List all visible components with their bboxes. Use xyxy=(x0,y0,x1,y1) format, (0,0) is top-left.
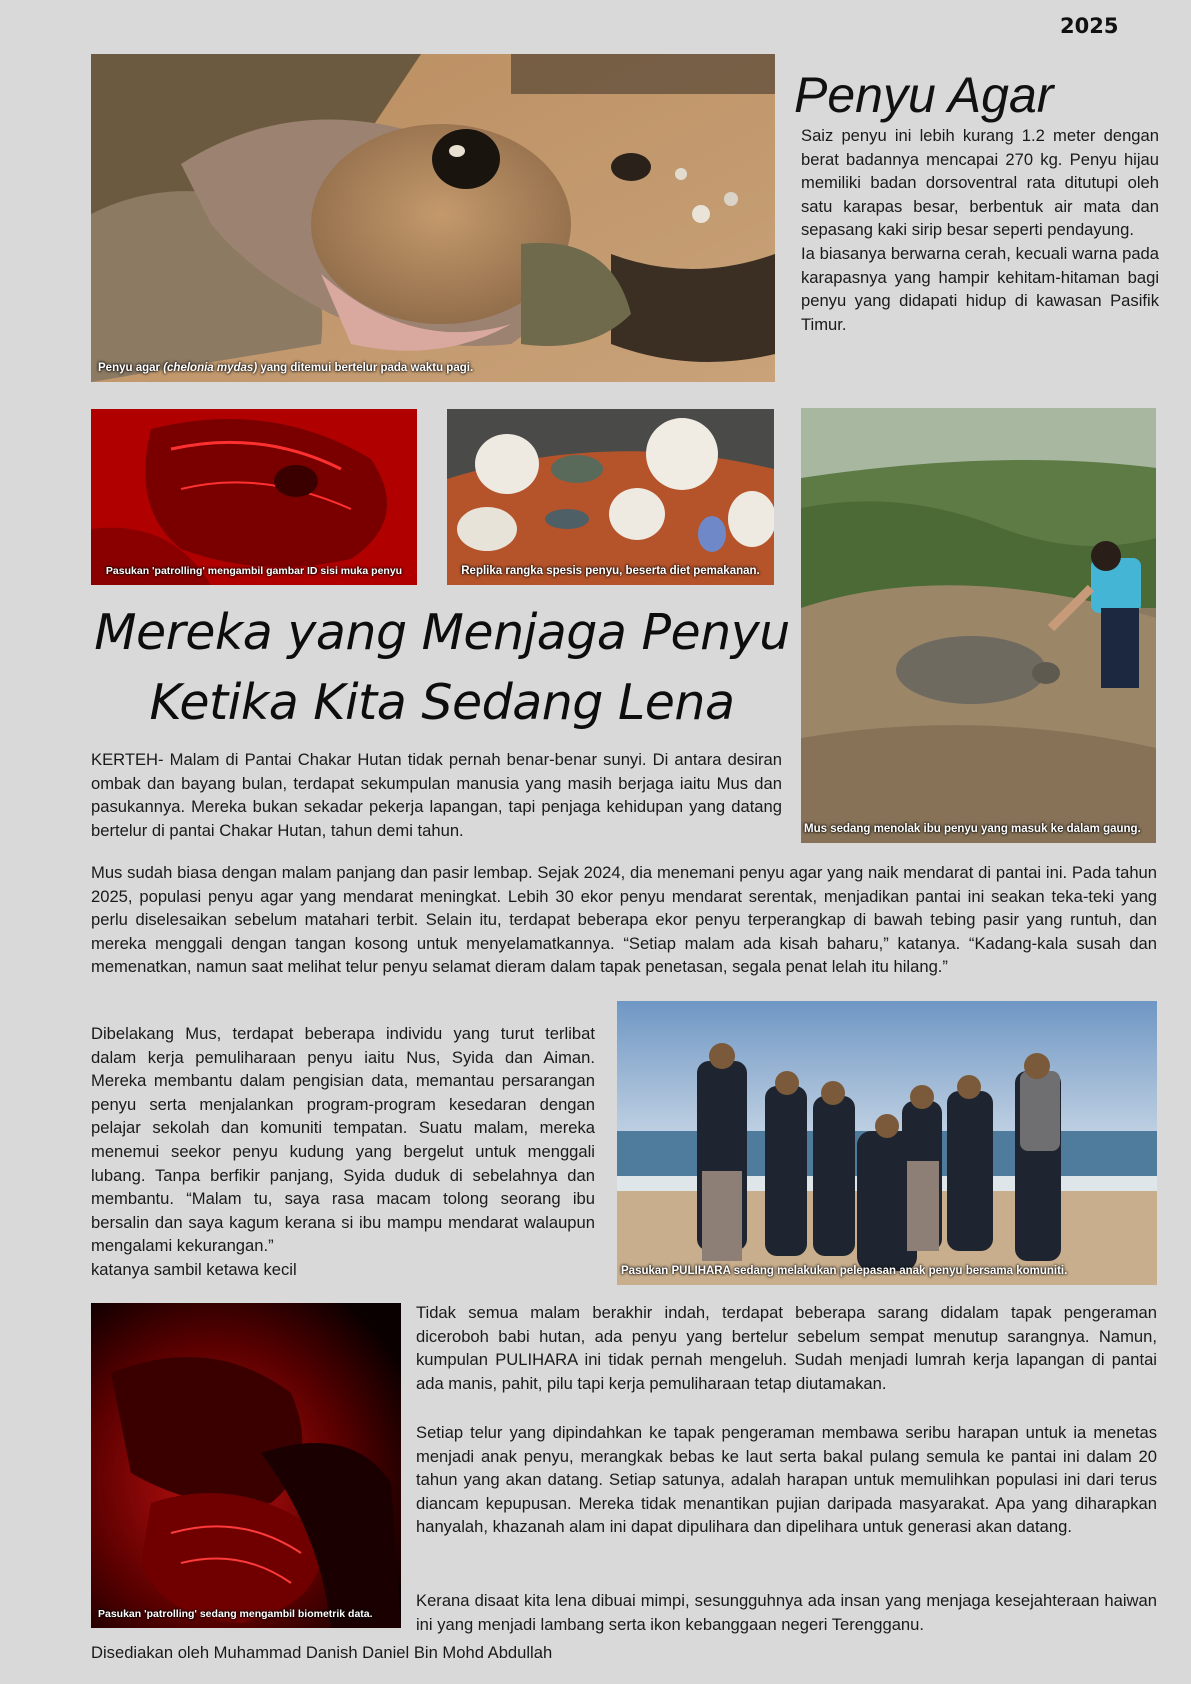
skull-display-illustration xyxy=(447,409,774,585)
team-beach-illustration xyxy=(617,1001,1157,1285)
mus-rescue-photo xyxy=(801,408,1156,843)
rescue-caption: Mus sedang menolak ibu penyu yang masuk ke dalam gaung. xyxy=(804,823,1141,835)
article-headline xyxy=(92,598,792,738)
sidebar-text xyxy=(801,124,1159,336)
turtle-skull-replica-photo xyxy=(447,409,774,585)
article-paragraph-2: Mus sudah biasa dengan malam panjang dan pasir lembap. Sejak 2024, dia menemani penyu agar yang naik mendarat di pantai ini. Pada tahun 2025, populasi penyu agar yang mendarat meningkat. Lebih 30 ekor penyu mendarat serentak, menjadikan pantai ini seakan teka-teki yang perlu diselesaikan sebelum matahari terbit. Selain itu, terdapat beberapa ekor penyu terperangkap di bawah tebing pasir yang runtuh, dan mereka menggali dengan tangan kosong untuk menyelamatkannya. “Setiap malam ada kisah baharu,” katanya. “Kadang-kala susah dan memenatkan, namun saat melihat telur penyu selamat dieram dalam tapak penetasan, segala penat lelah itu hilang.” xyxy=(91,863,1157,977)
skulls-caption: Replika rangka spesis penyu, beserta diet pemakanan. xyxy=(461,565,760,577)
pulihara-team-photo xyxy=(617,1001,1157,1285)
turtle-head-illustration xyxy=(91,54,775,382)
sidebar-title: Penyu Agar xyxy=(794,67,1054,123)
red-biometric-illustration xyxy=(91,1303,401,1628)
team-caption: Pasukan PULIHARA sedang melakukan pelepasan anak penyu bersama komuniti. xyxy=(621,1265,1068,1277)
article-paragraph-3 xyxy=(91,1022,595,1282)
sidebar-paragraph-2: Ia biasanya berwarna cerah, kecuali warna pada karapasnya yang hampir kehitam-hitaman bagi penyu yang didapati hidup di kawasan Pasifik Timur. xyxy=(801,243,1159,334)
article-paragraph-4: Tidak semua malam berakhir indah, terdapat beberapa sarang didalam tapak pengeraman diceroboh babi hutan, ada penyu yang bertelur sebelum sempat menutup sarangnya. Namun, kumpulan PULIHARA ini tidak pernah mengeluh. Sudah menjadi lumrah kerja lapangan di pantai ada manis, pahit, pilu tapi kerja pemuliharaan tetap diutamakan. xyxy=(416,1303,1157,1393)
article-paragraph-5: Setiap telur yang dipindahkan ke tapak pengeraman membawa seribu harapan untuk ia menetas menjadi anak penyu, merangkak bebas ke laut serta bakal pulang semula ke pantai ini dalam 20 tahun yang akan datang. Setiap satunya, adalah harapan untuk memulihkan populasi ini dari terus diancam kepupusan. Mereka tidak menantikan pujian daripada masyarakat. Apa yang diharapkan hanyalah, khazanah alam ini dapat dipulihara dan dipelihara untuk generasi akan datang. xyxy=(416,1423,1157,1537)
sidebar-paragraph-1: Saiz penyu ini lebih kurang 1.2 meter dengan berat badannya mencapai 270 kg. Penyu hijau memiliki badan dorsoventral rata ditutupi oleh satu karapas besar, berbentuk air mata dan sepasang kaki sirip besar seperti pendayung. xyxy=(801,126,1159,240)
article-intro: KERTEH- Malam di Pantai Chakar Hutan tidak pernah benar-benar sunyi. Di antara desiran ombak dan bayang bulan, terdapat sekumpulan manusia yang masih berjaga iaitu Mus dan pasukannya. Mereka bukan sekadar pekerja lapangan, tapi penjaga kehidupan yang datang bertelur di pantai Chakar Hutan, tahun demi tahun. xyxy=(91,750,782,840)
headline-line-2: Ketika Kita Sedang Lena xyxy=(149,674,735,731)
red-face-caption: Pasukan 'patrolling' mengambil gambar ID sisi muka penyu xyxy=(105,565,403,577)
rescue-scene-illustration xyxy=(801,408,1156,843)
turtle-head-photo xyxy=(91,54,775,382)
biometric-data-photo xyxy=(91,1303,401,1628)
article-paragraph-3-body: Dibelakang Mus, terdapat beberapa individu yang turut terlibat dalam kerja pemuliharaan penyu iaitu Nus, Syida dan Aiman. Mereka membantu dalam pengisian data, memantau persarangan penyu serta menjalankan program-program kesedaran dengan pelajar sekolah dan komuniti tempatan. Suatu malam, mereka menemui seekor penyu kudung yang bergelut untuk menggali lubang. Tanpa berfikir panjang, Syida duduk di sebelahnya dan membantu. “Malam tu, saya rasa macam tolong seorang ibu bersalin dan saya kagum kerana si ibu mampu mendarat walaupun mengalami kekurangan.” xyxy=(91,1024,595,1256)
red-light-face-photo xyxy=(91,409,417,585)
issue-year: 2025 xyxy=(1060,14,1119,38)
article-paragraph-3-end: katanya sambil ketawa kecil xyxy=(91,1259,297,1279)
red-turtle-face-illustration xyxy=(91,409,417,585)
headline-line-1: Mereka yang Menjaga Penyu xyxy=(94,604,790,661)
author-credit: Disediakan oleh Muhammad Danish Daniel Bin Mohd Abdullah xyxy=(91,1643,553,1662)
turtle-head-caption: Penyu agar (chelonia mydas) yang ditemui bertelur pada waktu pagi. xyxy=(98,362,474,374)
biometric-caption: Pasukan 'patrolling' sedang mengambil biometrik data. xyxy=(98,1608,373,1620)
article-paragraph-6: Kerana disaat kita lena dibuai mimpi, sesungguhnya ada insan yang menjaga kesejahteraan haiwan ini yang menjadi lambang serta ikon kebanggaan negeri Terengganu. xyxy=(416,1591,1157,1634)
